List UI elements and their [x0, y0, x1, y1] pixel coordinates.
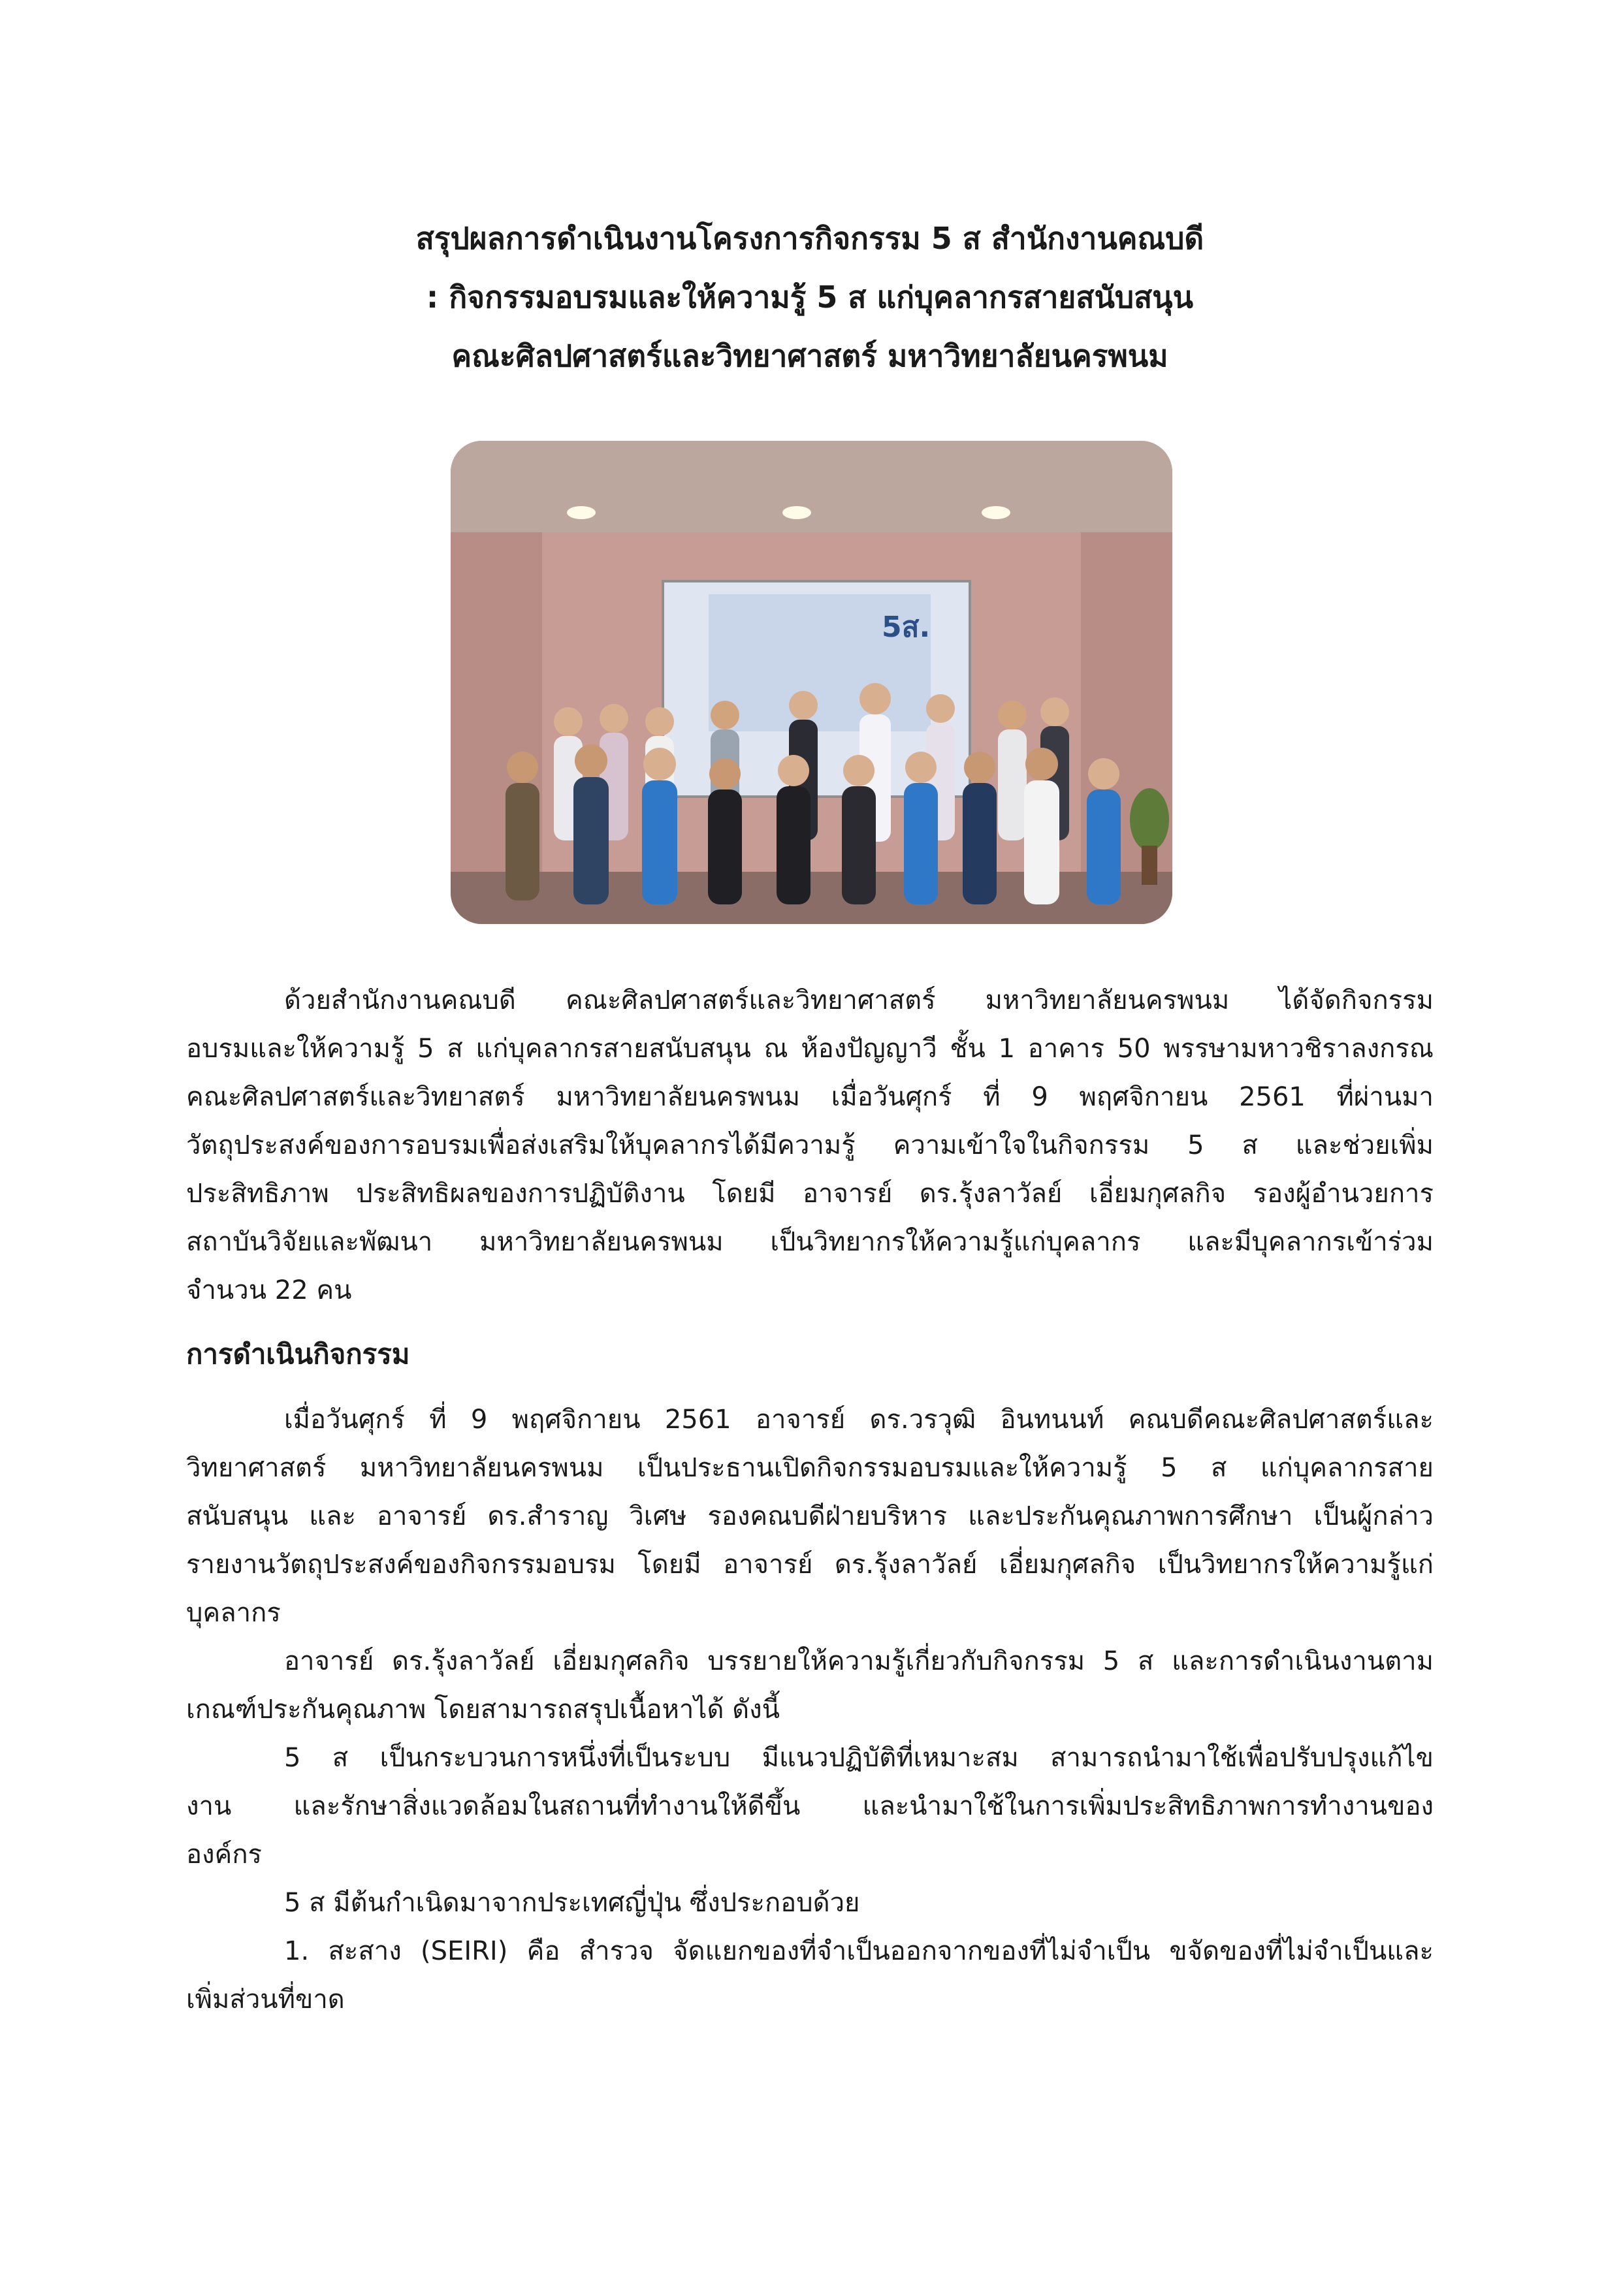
para4-line-1: 5 ส มีต้นกำเนิดมาจากประเทศญี่ปุ่น ซึ่งประกอบด้วย	[284, 1888, 860, 1918]
document-title	[183, 209, 1437, 385]
group-photo	[451, 441, 1172, 924]
ceiling	[451, 441, 1172, 532]
para3-line-3: องค์กร	[186, 1840, 263, 1870]
para1-line-3: สนับสนุน และ อาจารย์ ดร.สำราญ วิเศษ รองคณบดีฝ่ายบริหาร และประกันคุณภาพการศึกษา เป็นผู้กล่าว	[186, 1501, 1434, 1531]
para5-line-1: 1. สะสาง (SEIRI) คือ สำรวจ จัดแยกของที่จำเป็นออกจากของที่ไม่จำเป็น ขจัดของที่ไม่จำเป็นและ	[284, 1936, 1434, 1966]
intro-line-2: อบรมและให้ความรู้ 5 ส แก่บุคลากรสายสนับสนุน ณ ห้องปัญญาวี ชั้น 1 อาคาร 50 พรรษามหาวชิราลงกรณ	[186, 1034, 1434, 1064]
group-photo-illustration	[451, 441, 1172, 924]
title-line-3: คณะศิลปศาสตร์และวิทยาศาสตร์ มหาวิทยาลัยนครพนม	[451, 338, 1168, 374]
title-line-2: : กิจกรรมอบรมและให้ความรู้ 5 ส แก่บุคลากรสายสนับสนุน	[426, 279, 1194, 315]
para2-line-2: เกณฑ์ประกันคุณภาพ โดยสามารถสรุปเนื้อหาได้ ดังนี้	[186, 1695, 780, 1725]
para1-line-2: วิทยาศาสตร์ มหาวิทยาลัยนครพนม เป็นประธานเปิดกิจกรรมอบรมและให้ความรู้ 5 ส แก่บุคลากรสาย	[186, 1453, 1434, 1483]
ceiling-light	[982, 506, 1010, 519]
para1-line-5: บุคลากร	[186, 1598, 281, 1628]
para1-line-1: เมื่อวันศุกร์ ที่ 9 พฤศจิกายน 2561 อาจารย์ ดร.วรวุฒิ อินทนนท์ คณบดีคณะศิลปศาสตร์และ	[284, 1405, 1434, 1435]
slide-text: 5ส.	[882, 611, 931, 644]
section-heading: การดำเนินกิจกรรม	[186, 1338, 410, 1370]
intro-line-6: สถาบันวิจัยและพัฒนา มหาวิทยาลัยนครพนม เป็นวิทยากรให้ความรู้แก่บุคลากร และมีบุคลากรเข้าร่วม	[186, 1227, 1434, 1257]
para3-line-1: 5 ส เป็นกระบวนการหนึ่งที่เป็นระบบ มีแนวปฏิบัติที่เหมาะสม สามารถนำมาใช้เพื่อปรับปรุงแก้ไข	[284, 1743, 1434, 1773]
document-body	[186, 976, 1434, 2024]
intro-line-4: วัตถุประสงค์ของการอบรมเพื่อส่งเสริมให้บุคลากรได้มีความรู้ ความเข้าใจในกิจกรรม 5 ส และช่วยเพิ่ม	[186, 1130, 1434, 1160]
intro-line-1: ด้วยสำนักงานคณบดี คณะศิลปศาสตร์และวิทยาศาสตร์ มหาวิทยาลัยนครพนม ได้จัดกิจกรรม	[284, 985, 1434, 1015]
para5-line-2: เพิ่มส่วนที่ขาด	[186, 1985, 345, 2015]
intro-line-7: จำนวน 22 คน	[186, 1275, 352, 1305]
intro-line-3: คณะศิลปศาสตร์และวิทยาสตร์ มหาวิทยาลัยนครพนม เมื่อวันศุกร์ ที่ 9 พฤศจิกายน 2561 ที่ผ่านมา	[186, 1082, 1434, 1112]
ceiling-light	[567, 506, 596, 519]
intro-line-5: ประสิทธิภาพ ประสิทธิผลของการปฏิบัติงาน โดยมี อาจารย์ ดร.รุ้งลาวัลย์ เอี่ยมกุศลกิจ รองผู้อำนวยการ	[186, 1179, 1434, 1209]
floor	[451, 872, 1172, 924]
para3-line-2: งาน และรักษาสิ่งแวดล้อมในสถานที่ทำงานให้ดีขึ้น และนำมาใช้ในการเพิ่มประสิทธิภาพการทำงานของ	[186, 1791, 1434, 1821]
para1-line-4: รายงานวัตถุประสงค์ของกิจกรรมอบรม โดยมี อาจารย์ ดร.รุ้งลาวัลย์ เอี่ยมกุศลกิจ เป็นวิทยากรให้ความรู้แก่	[186, 1550, 1434, 1580]
title-line-1: สรุปผลการดำเนินงานโครงการกิจกรรม 5 ส สำนักงานคณบดี	[415, 221, 1204, 256]
ceiling-light	[782, 506, 811, 519]
para2-line-1: อาจารย์ ดร.รุ้งลาวัลย์ เอี่ยมกุศลกิจ บรรยายให้ความรู้เกี่ยวกับกิจกรรม 5 ส และการดำเนินงานตาม	[284, 1646, 1434, 1676]
